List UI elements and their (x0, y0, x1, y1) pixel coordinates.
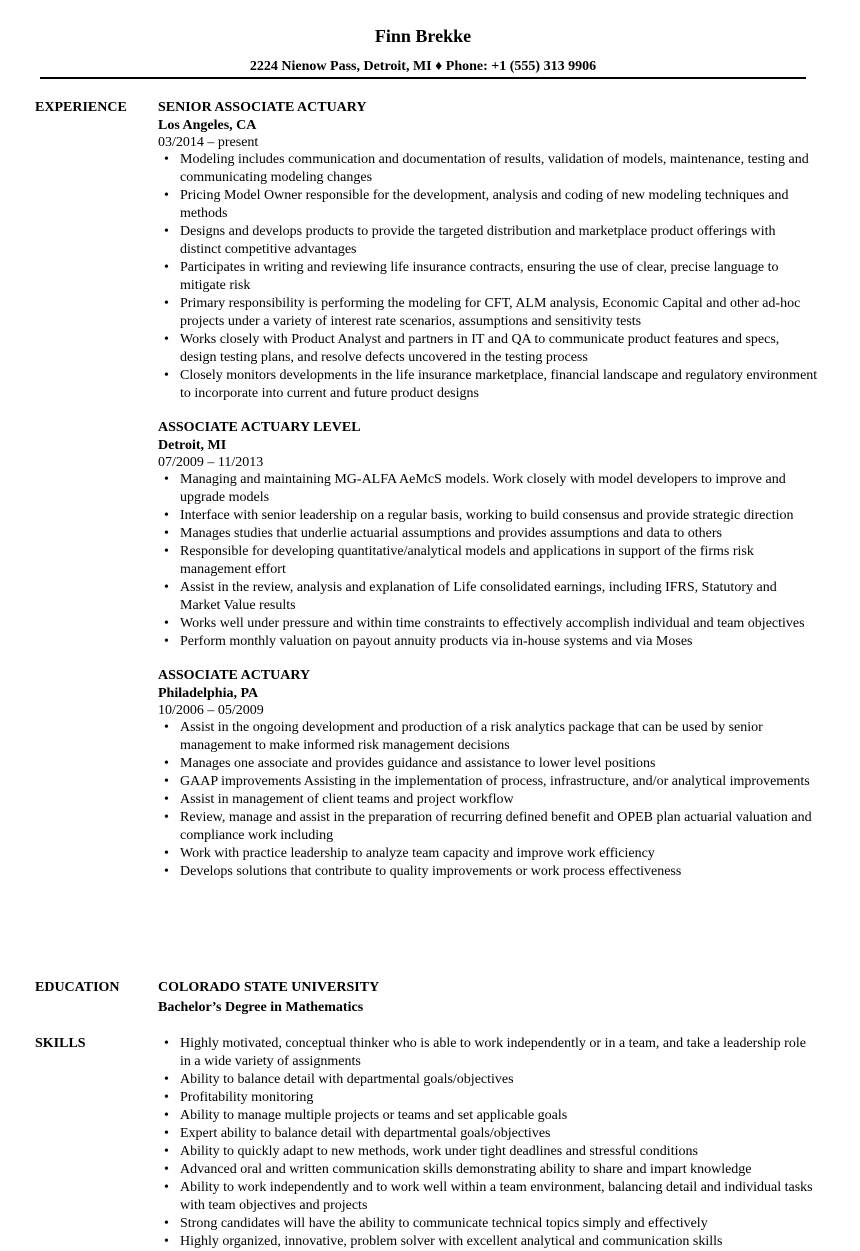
job-bullets (158, 151, 818, 403)
job-title: ASSOCIATE ACTUARY LEVEL (158, 420, 361, 435)
job-entry (158, 667, 818, 881)
job-entry (158, 419, 818, 651)
skill-item: • Ability to work independently and to work well within a team environment, balancing detail and individual tasks with team objectives and projects (180, 1179, 818, 1215)
job-bullet: • Manages studies that underlie actuarial assumptions and provides assumptions and data to others (180, 525, 818, 543)
education-entry (158, 979, 818, 1019)
skill-item: • Profitability monitoring (180, 1089, 818, 1107)
job-bullet: • Manages one associate and provides guidance and assistance to lower level positions (180, 755, 818, 773)
section-label-skills: SKILLS (35, 1036, 86, 1051)
job-title: SENIOR ASSOCIATE ACTUARY (158, 100, 367, 115)
job-title: ASSOCIATE ACTUARY (158, 668, 311, 683)
job-bullet: • Works well under pressure and within time constraints to effectively accomplish individual and team objectives (180, 615, 818, 633)
skill-item: • Advanced oral and written communication skills demonstrating ability to share and impart knowledge (180, 1161, 818, 1179)
skill-item: • Highly motivated, conceptual thinker who is able to work independently or in a team, and take a leadership role in a wide variety of assignments (180, 1035, 818, 1071)
job-bullet: • Participates in writing and reviewing life insurance contracts, ensuring the use of clear, precise language to mitigate risk (180, 259, 818, 295)
job-bullet: • Primary responsibility is performing the modeling for CFT, ALM analysis, Economic Capital and other ad-hoc projects under a variety of interest rate scenarios, assumptions and sensitivity tests (180, 295, 818, 331)
job-bullet: • Review, manage and assist in the preparation of recurring defined benefit and OPEB plan actuarial valuation and compliance work including (180, 809, 818, 845)
job-bullets (158, 719, 818, 881)
job-bullet: • Managing and maintaining MG-ALFA AeMcS models. Work closely with model developers to improve and upgrade models (180, 471, 818, 507)
job-bullet: • Responsible for developing quantitative/analytical models and applications in support of the firms risk management effort (180, 543, 818, 579)
job-location: Philadelphia, PA (158, 686, 259, 701)
experience-list (158, 99, 818, 897)
degree: Bachelor’s Degree in Mathematics (158, 1000, 364, 1015)
skill-item: • Highly organized, innovative, problem solver with excellent analytical and communication skills (180, 1233, 818, 1251)
job-bullet: • Works closely with Product Analyst and partners in IT and QA to communicate product features and specs, design testing plans, and resolve defects uncovered in the testing process (180, 331, 818, 367)
job-bullet: • Work with practice leadership to analyze team capacity and improve work efficiency (180, 845, 818, 863)
job-bullet: • Assist in the ongoing development and production of a risk analytics package that can be used by senior management to make informed risk management decisions (180, 719, 818, 755)
skills-entry (158, 1035, 818, 1251)
skill-item: • Strong candidates will have the ability to communicate technical topics simply and effectively (180, 1215, 818, 1233)
job-bullet: • Perform monthly valuation on payout annuity products via in-house systems and via Moses (180, 633, 818, 651)
job-dates: 10/2006 – 05/2009 (158, 703, 264, 718)
job-bullet: • Pricing Model Owner responsible for the development, analysis and coding of new modeling techniques and methods (180, 187, 818, 223)
section-label-experience: EXPERIENCE (35, 100, 127, 115)
candidate-name: Finn Brekke (374, 26, 472, 46)
job-bullet: • Interface with senior leadership on a regular basis, working to build consensus and provide strategic direction (180, 507, 818, 525)
contact-info: 2224 Nienow Pass, Detroit, MI ♦ Phone: +1 (555) 313 9906 (249, 59, 597, 74)
job-location: Los Angeles, CA (158, 118, 257, 133)
job-bullet: • Modeling includes communication and documentation of results, validation of models, maintenance, testing and communicating modeling changes (180, 151, 818, 187)
job-location: Detroit, MI (158, 438, 227, 453)
job-entry (158, 99, 818, 403)
skill-item: • Ability to manage multiple projects or teams and set applicable goals (180, 1107, 818, 1125)
skill-item: • Ability to quickly adapt to new methods, work under tight deadlines and stressful conditions (180, 1143, 818, 1161)
skills-list (158, 1035, 818, 1251)
job-bullet: • Assist in the review, analysis and explanation of Life consolidated earnings, including IFRS, Statutory and Market Value results (180, 579, 818, 615)
job-bullet: • Closely monitors developments in the life insurance marketplace, financial landscape and regulatory environment to incorporate into current and future product designs (180, 367, 818, 403)
job-dates: 07/2009 – 11/2013 (158, 455, 264, 470)
section-label-education: EDUCATION (35, 980, 120, 995)
skill-item: • Ability to balance detail with departmental goals/objectives (180, 1071, 818, 1089)
job-dates: 03/2014 – present (158, 135, 259, 150)
job-bullet: • Assist in management of client teams and project workflow (180, 791, 818, 809)
job-bullet: • Develops solutions that contribute to quality improvements or work process effectiveness (180, 863, 818, 881)
school-name: COLORADO STATE UNIVERSITY (158, 980, 380, 995)
job-bullets (158, 471, 818, 651)
job-bullet: • Designs and develops products to provide the targeted distribution and marketplace product offerings with distinct competitive advantages (180, 223, 818, 259)
header-divider (40, 77, 806, 79)
job-bullet: • GAAP improvements Assisting in the implementation of process, infrastructure, and/or analytical improvements (180, 773, 818, 791)
skill-item: • Expert ability to balance detail with departmental goals/objectives (180, 1125, 818, 1143)
